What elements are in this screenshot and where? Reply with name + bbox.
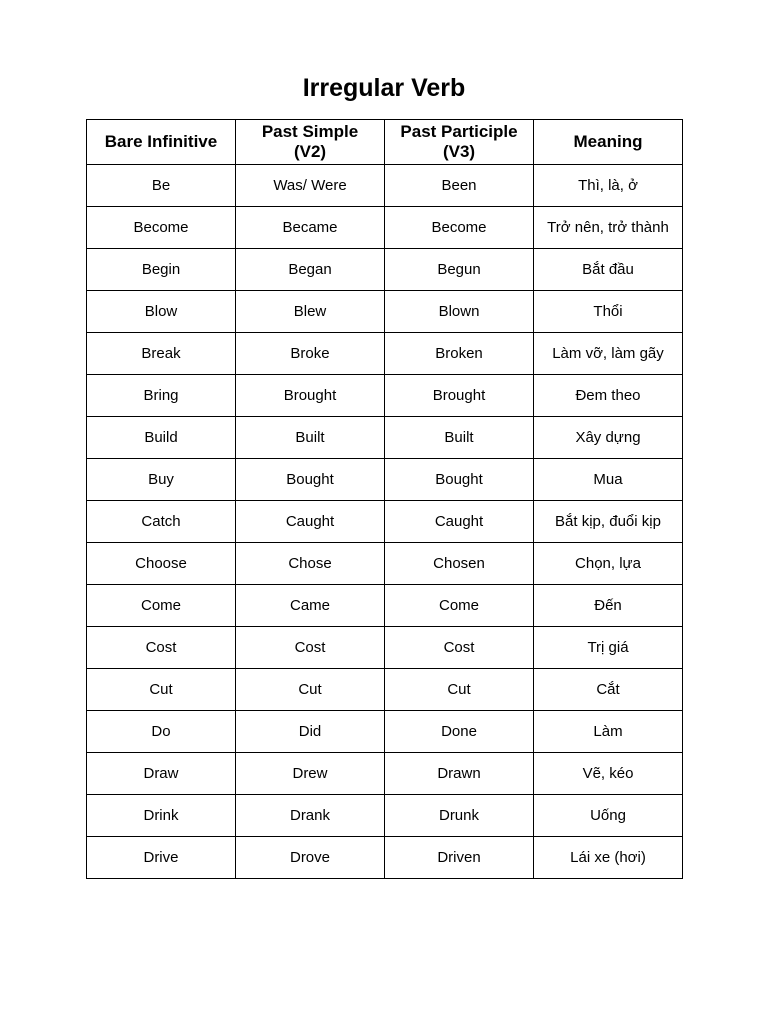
column-header-bare-infinitive [87,120,236,165]
bare-infinitive-cell: Choose [87,543,236,585]
table-row [87,333,683,375]
past-simple-cell: Became [236,207,385,249]
past-simple-cell: Came [236,585,385,627]
past-simple-cell: Cut [236,669,385,711]
meaning-cell: Cắt [534,669,683,711]
meaning-cell: Đem theo [534,375,683,417]
meaning-cell: Làm vỡ, làm gãy [534,333,683,375]
table-row [87,837,683,879]
bare-infinitive-cell: Bring [87,375,236,417]
bare-infinitive-cell: Drive [87,837,236,879]
bare-infinitive-cell: Do [87,711,236,753]
table-body [87,165,683,879]
table-row [87,501,683,543]
irregular-verb-table [86,119,683,879]
table-row [87,417,683,459]
meaning-cell: Mua [534,459,683,501]
past-participle-cell: Blown [385,291,534,333]
past-participle-cell: Begun [385,249,534,291]
bare-infinitive-cell: Blow [87,291,236,333]
past-simple-cell: Began [236,249,385,291]
bare-infinitive-cell: Build [87,417,236,459]
table-row [87,249,683,291]
meaning-cell: Lái xe (hơi) [534,837,683,879]
column-header-line: (V2) [293,142,327,161]
table-row [87,291,683,333]
past-participle-cell: Bought [385,459,534,501]
past-participle-cell: Become [385,207,534,249]
bare-infinitive-cell: Begin [87,249,236,291]
table-row [87,753,683,795]
meaning-cell: Bắt đầu [534,249,683,291]
past-participle-cell: Come [385,585,534,627]
column-header-line: Past Participle [400,122,518,141]
past-participle-cell: Brought [385,375,534,417]
bare-infinitive-cell: Catch [87,501,236,543]
bare-infinitive-cell: Be [87,165,236,207]
bare-infinitive-cell: Become [87,207,236,249]
past-simple-cell: Brought [236,375,385,417]
past-participle-cell: Been [385,165,534,207]
table-row [87,795,683,837]
column-header-meaning [534,120,683,165]
column-header-line: Bare Infinitive [104,132,218,151]
column-header-past-participle [385,120,534,165]
past-simple-cell: Chose [236,543,385,585]
bare-infinitive-cell: Come [87,585,236,627]
table-row [87,165,683,207]
past-simple-cell: Did [236,711,385,753]
past-simple-cell: Drove [236,837,385,879]
past-simple-cell: Drew [236,753,385,795]
table-row [87,207,683,249]
past-participle-cell: Drunk [385,795,534,837]
past-simple-cell: Built [236,417,385,459]
column-header-line: (V3) [442,142,476,161]
past-participle-cell: Drawn [385,753,534,795]
bare-infinitive-cell: Cut [87,669,236,711]
past-participle-cell: Cut [385,669,534,711]
past-simple-cell: Blew [236,291,385,333]
meaning-cell: Chọn, lựa [534,543,683,585]
bare-infinitive-cell: Drink [87,795,236,837]
meaning-cell: Xây dựng [534,417,683,459]
past-participle-cell: Done [385,711,534,753]
column-header-past-simple [236,120,385,165]
table-row [87,543,683,585]
past-participle-cell: Driven [385,837,534,879]
past-participle-cell: Chosen [385,543,534,585]
past-simple-cell: Was/ Were [236,165,385,207]
meaning-cell: Thổi [534,291,683,333]
table-row [87,669,683,711]
meaning-cell: Đến [534,585,683,627]
meaning-cell: Vẽ, kéo [534,753,683,795]
table-row [87,375,683,417]
meaning-cell: Bắt kịp, đuổi kịp [534,501,683,543]
column-header-line: Meaning [573,132,643,151]
past-participle-cell: Built [385,417,534,459]
meaning-cell: Làm [534,711,683,753]
past-simple-cell: Cost [236,627,385,669]
table-row [87,459,683,501]
page-title: Irregular Verb [302,74,466,102]
table-row [87,627,683,669]
meaning-cell: Uống [534,795,683,837]
past-participle-cell: Broken [385,333,534,375]
past-simple-cell: Bought [236,459,385,501]
meaning-cell: Trở nên, trở thành [534,207,683,249]
bare-infinitive-cell: Buy [87,459,236,501]
header-row [87,120,683,165]
past-simple-cell: Broke [236,333,385,375]
past-participle-cell: Cost [385,627,534,669]
past-participle-cell: Caught [385,501,534,543]
table-header [87,120,683,165]
past-simple-cell: Caught [236,501,385,543]
table-row [87,711,683,753]
meaning-cell: Thì, là, ở [534,165,683,207]
bare-infinitive-cell: Cost [87,627,236,669]
column-header-line: Past Simple [261,122,359,141]
meaning-cell: Trị giá [534,627,683,669]
past-simple-cell: Drank [236,795,385,837]
bare-infinitive-cell: Draw [87,753,236,795]
bare-infinitive-cell: Break [87,333,236,375]
table-row [87,585,683,627]
